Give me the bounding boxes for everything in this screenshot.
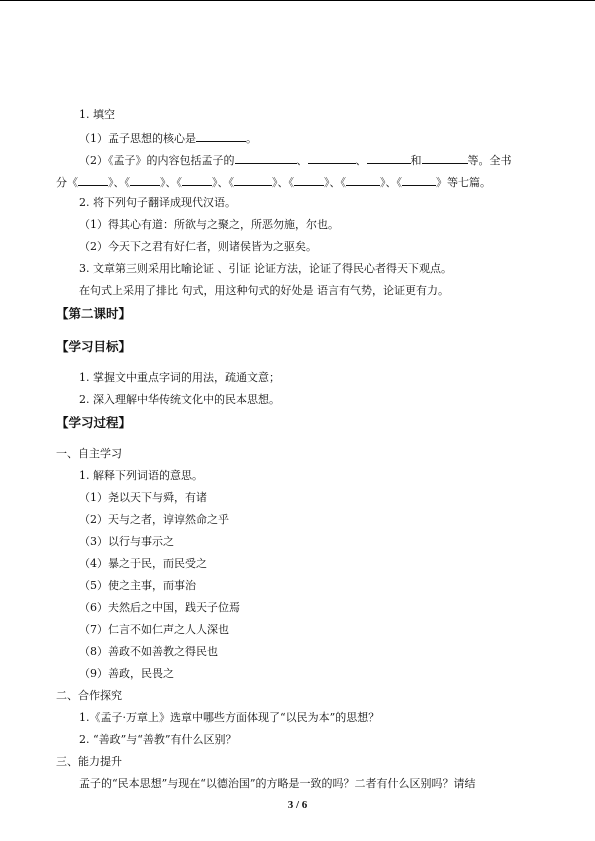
book-separator: 》、《 xyxy=(160,176,182,189)
book-separator: 》、《 xyxy=(380,176,402,189)
word-item: （7）仁言不如仁声之人人深也 xyxy=(79,623,229,636)
answer-blank[interactable] xyxy=(308,152,356,164)
answer-blank[interactable] xyxy=(346,174,380,186)
word-item: （8）善政不如善教之得民也 xyxy=(79,645,218,658)
part-2-title: 二、合作探究 xyxy=(56,689,122,702)
q2-item-1: （1）得其心有道：所欲与之聚之，所恶勿施，尔也。 xyxy=(79,218,339,231)
part-3-text: 孟子的“民本思想”与现在“以德治国”的方略是一致的吗？二者有什么区别吗？请结 xyxy=(79,777,476,790)
goal-item: 2. 深入理解中华传统文化中的民本思想。 xyxy=(79,393,280,406)
word-item: （1）尧以天下与舜，有诸 xyxy=(79,491,207,504)
q3-line-1: 3. 文章第三则采用比喻论证 、引证 论证方法，论证了得民心者得天下观点。 xyxy=(79,262,452,275)
heading-lesson-2: 【第二课时】 xyxy=(56,306,132,321)
part-1-question: 1. 解释下列词语的意思。 xyxy=(79,469,203,482)
page-number: 3 / 6 xyxy=(287,799,308,811)
part-3-title: 三、能力提升 xyxy=(56,755,122,768)
answer-blank[interactable] xyxy=(182,174,212,186)
heading-goals: 【学习目标】 xyxy=(56,339,132,354)
part-2-question-1: 1.《孟子·万章上》选章中哪些方面体现了“以民为本”的思想？ xyxy=(79,711,380,724)
separator: 、 xyxy=(355,154,367,167)
q1-item-1 xyxy=(79,130,257,146)
word-item: （4）暴之于民，而民受之 xyxy=(79,557,207,570)
q1-item-2-text: （2）《孟子》的内容包括孟子的 xyxy=(79,154,235,167)
q1-title: 1. 填空 xyxy=(79,108,115,121)
conjunction: 和 xyxy=(410,154,422,167)
answer-blank[interactable] xyxy=(196,130,246,142)
part-2-question-2: 2. “善政”与“善教”有什么区别？ xyxy=(79,733,237,746)
q1-item-2-end: 等。全书 xyxy=(467,154,512,167)
word-item: （5）使之主事，而事治 xyxy=(79,579,196,592)
books-start: 分《 xyxy=(56,176,78,189)
book-separator: 》、《 xyxy=(212,176,234,189)
q2-item-2: （2）今天下之君有好仁者，则诸侯皆为之驱矣。 xyxy=(79,240,317,253)
answer-blank[interactable] xyxy=(78,174,108,186)
book-separator: 》、《 xyxy=(272,176,294,189)
q1-item-1-end: 。 xyxy=(246,132,257,145)
q1-item-2 xyxy=(79,152,512,168)
answer-blank[interactable] xyxy=(402,174,436,186)
heading-process: 【学习过程】 xyxy=(56,415,132,430)
answer-blank[interactable] xyxy=(367,152,411,164)
part-1-title: 一、自主学习 xyxy=(56,447,122,460)
goal-item: 1. 掌握文中重点字词的用法，疏通文意； xyxy=(79,371,280,384)
word-item: （3）以行与事示之 xyxy=(79,535,174,548)
word-item: （6）夫然后之中国，践天子位焉 xyxy=(79,601,240,614)
q1-item-1-text: （1）孟子思想的核心是 xyxy=(79,132,196,145)
word-item: （9）善政，民畏之 xyxy=(79,667,174,680)
separator: 、 xyxy=(296,154,308,167)
book-separator: 》、《 xyxy=(108,176,130,189)
answer-blank[interactable] xyxy=(130,174,160,186)
q2-title: 2. 将下列句子翻译成现代汉语。 xyxy=(79,196,236,209)
books-end: 》等七篇。 xyxy=(436,176,491,189)
q3-line-2: 在句式上采用了排比 句式，用这种句式的好处是 语言有气势，论证更有力。 xyxy=(79,284,449,297)
top-border xyxy=(0,0,595,1)
word-item: （2）天与之者，谆谆然命之乎 xyxy=(79,513,229,526)
answer-blank[interactable] xyxy=(235,152,297,164)
book-separator: 》、《 xyxy=(324,176,346,189)
answer-blank[interactable] xyxy=(422,152,468,164)
answer-blank[interactable] xyxy=(294,174,324,186)
answer-blank[interactable] xyxy=(234,174,272,186)
q1-item-2-books xyxy=(56,174,491,190)
